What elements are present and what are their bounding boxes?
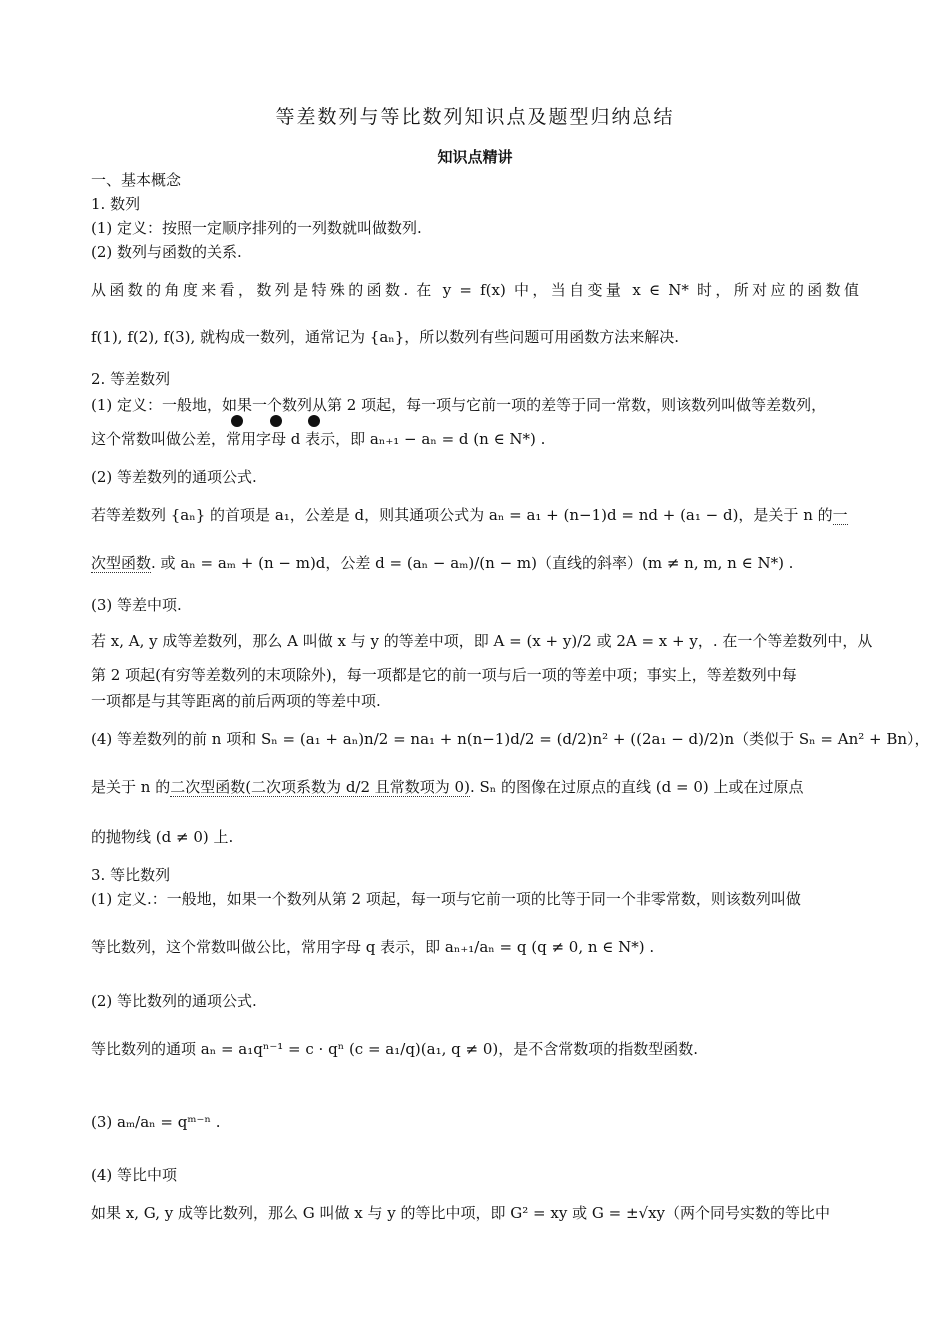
sequence-heading: 1. 数列 [91,195,141,213]
geometric-general-term-formula: 等比数列的通项 aₙ = a₁qⁿ⁻¹ = c · qⁿ (c = a₁/q)(a₁, q ≠ 0)，是不含常数项的指数型函数. [91,1040,698,1058]
section-heading: 知识点精讲 [437,148,513,166]
underlined-text: 次型函数 [91,554,152,572]
geometric-ratio-formula: (3) aₘ/aₙ = qᵐ⁻ⁿ . [91,1113,221,1131]
arithmetic-heading: 2. 等差数列 [91,370,171,388]
paragraph-text: . Sₙ 的图像在过原点的直线 (d = 0) 上或在过原点 [469,778,804,796]
paragraph-line: 如果 x, G, y 成等比数列，那么 G 叫做 x 与 y 的等比中项，即 G² = xy 或 G = ±√xy（两个同号实数的等比中 [91,1204,831,1222]
paragraph-line: 若 x, A, y 成等差数列，那么 A 叫做 x 与 y 的等差中项，即 A = (x + y)/2 或 2A = x + y，. 在一个等差数列中，从 [91,632,873,650]
general-term-formula-alt [91,554,859,572]
basic-concepts-heading: 一、基本概念 [91,171,182,189]
paragraph-line: 一项都是与其等距离的前后两项的等差中项. [91,692,381,710]
geometric-general-term-heading: (2) 等比数列的通项公式. [91,992,257,1010]
general-term-heading: (2) 等差数列的通项公式. [91,468,257,486]
sequence-definition: (1) 定义：按照一定顺序排列的一列数就叫做数列. [91,219,422,237]
paragraph-line: 的抛物线 (d ≠ 0) 上. [91,828,234,846]
arithmetic-mean-heading: (3) 等差中项. [91,596,182,614]
paragraph-text: 是关于 n 的 [91,778,171,796]
paragraph-line: f(1), f(2), f(3), 就构成一数列，通常记为 {aₙ}，所以数列有些问题可用函数方法来解决. [91,328,680,346]
geometric-heading: 3. 等比数列 [91,866,171,884]
document-title: 等差数列与等比数列知识点及题型归纳总结 [275,106,675,128]
emphasis-dots [231,415,341,429]
arithmetic-definition: (1) 定义：一般地，如果一个数列从第 2 项起，每一项与它前一项的差等于同一常数，则该数列叫做等差数列， [91,396,827,414]
underlined-text: 一 [832,506,848,524]
general-term-formula [91,506,859,524]
paragraph-text: . 或 aₙ = aₘ + (n − m)d，公差 d = (aₙ − aₘ)/(n − m)（直线的斜率）(m ≠ n, m, n ∈ N*) . [151,554,794,572]
geometric-definition: (1) 定义.：一般地，如果一个数列从第 2 项起，每一项与它前一项的比等于同一个非零常数，则该数列叫做 [91,890,801,908]
geometric-definition-formula: 等比数列，这个常数叫做公比，常用字母 q 表示，即 aₙ₊₁/aₙ = q (q ≠ 0, n ∈ N*) . [91,938,655,956]
sum-formula: (4) 等差数列的前 n 项和 Sₙ = (a₁ + aₙ)n/2 = na₁ + n(n−1)d/2 = (d/2)n² + ((2a₁ − d)/2)n（类似于 Sₙ = An² + Bn）， [91,730,930,748]
sum-formula-note [91,778,859,796]
paragraph-line: 从函数的角度来看，数列是特殊的函数. 在 y = f(x) 中，当自变量 x ∈ N* 时，所对应的函数值 [91,281,859,299]
arithmetic-definition-formula: 这个常数叫做公差，常用字母 d 表示，即 aₙ₊₁ − aₙ = d (n ∈ N*) . [91,430,546,448]
geometric-mean-heading: (4) 等比中项 [91,1166,178,1184]
sequence-function-heading: (2) 数列与函数的关系. [91,243,242,261]
paragraph-text: 若等差数列 {aₙ} 的首项是 a₁，公差是 d，则其通项公式为 aₙ = a₁ + (n−1)d = nd + (a₁ − d)，是关于 n 的 [91,506,833,524]
paragraph-line: 第 2 项起(有穷等差数列的末项除外)，每一项都是它的前一项与后一项的等差中项；事实上，等差数列中每 [91,666,797,684]
underlined-text: 二次型函数(二次项系数为 d/2 且常数项为 0) [170,778,470,796]
